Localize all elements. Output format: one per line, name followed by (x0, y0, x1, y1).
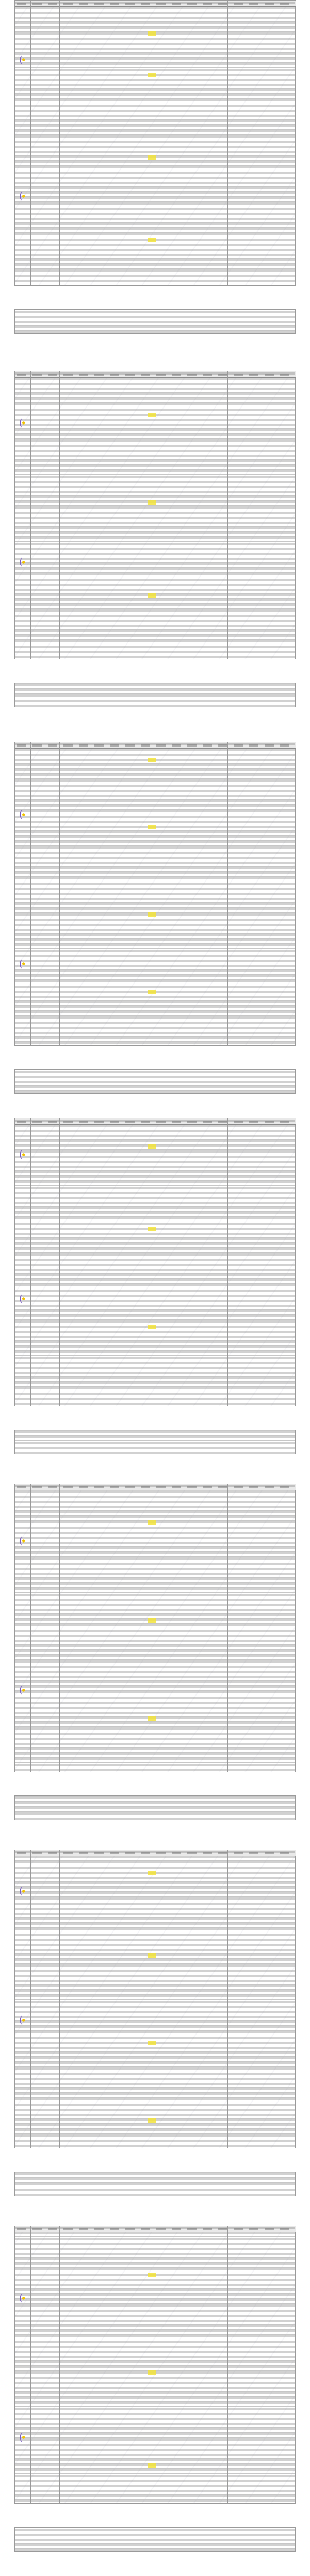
data-table (14, 1484, 296, 1772)
highlight-cell (148, 2463, 156, 2468)
watermark-logo-icon (18, 1293, 27, 1304)
highlight-cell (148, 1953, 156, 1958)
watermark-logo-icon (18, 958, 27, 970)
watermark-logo-icon (18, 417, 27, 429)
highlight-cell (148, 1520, 156, 1525)
highlight-cell (148, 758, 156, 762)
watermark-logo-icon (18, 556, 27, 568)
highlight-cell (148, 912, 156, 917)
table-continuation (14, 1795, 296, 1820)
table-header (15, 742, 296, 749)
table-header (15, 2226, 296, 2232)
highlight-cell (148, 1618, 156, 1623)
page-block-5 (14, 1484, 296, 1772)
data-table (14, 371, 296, 659)
highlight-cell (148, 1871, 156, 1875)
watermark-logo-icon (18, 191, 27, 202)
data-table (14, 1118, 296, 1406)
watermark-logo-icon (18, 2293, 27, 2304)
data-table (14, 1850, 296, 2148)
page-block-2 (14, 371, 296, 659)
highlight-cell (148, 1227, 156, 1231)
table-header (15, 371, 296, 378)
table-header (15, 1484, 296, 1490)
table-continuation (14, 309, 296, 334)
data-table (14, 2226, 296, 2504)
watermark-logo-icon (18, 1886, 27, 1897)
watermark-logo-icon (18, 1685, 27, 1696)
watermark-logo-icon (18, 2432, 27, 2443)
page-block-3 (14, 742, 296, 1046)
page-block-4 (14, 1118, 296, 1406)
highlight-cell (148, 2273, 156, 2277)
highlight-cell (148, 500, 156, 505)
page-block-7 (14, 2226, 296, 2504)
highlight-cell (148, 1716, 156, 1721)
page-block-1 (14, 0, 296, 286)
table-continuation (14, 2527, 296, 2552)
table-continuation (14, 683, 296, 707)
highlight-cell (148, 155, 156, 160)
data-table (14, 742, 296, 1046)
highlight-cell (148, 2370, 156, 2375)
watermark-logo-icon (18, 2014, 27, 2026)
table-continuation (14, 2172, 296, 2196)
highlight-cell (148, 1325, 156, 1329)
watermark-logo-icon (18, 54, 27, 65)
watermark-logo-icon (18, 1149, 27, 1160)
watermark-logo-icon (18, 809, 27, 820)
highlight-cell (148, 1144, 156, 1149)
page-block-6 (14, 1850, 296, 2148)
table-continuation (14, 1069, 296, 1094)
highlight-cell (148, 825, 156, 829)
highlight-cell (148, 593, 156, 598)
table-header (15, 1118, 296, 1125)
table-header (15, 1, 296, 7)
highlight-cell (148, 990, 156, 994)
table-header (15, 1850, 296, 1856)
highlight-cell (148, 413, 156, 417)
data-table (14, 0, 296, 286)
table-continuation (14, 1430, 296, 1454)
highlight-cell (148, 31, 156, 36)
highlight-cell (148, 2118, 156, 2123)
highlight-cell (148, 238, 156, 242)
highlight-cell (148, 2041, 156, 2045)
highlight-cell (148, 73, 156, 77)
watermark-logo-icon (18, 1535, 27, 1547)
